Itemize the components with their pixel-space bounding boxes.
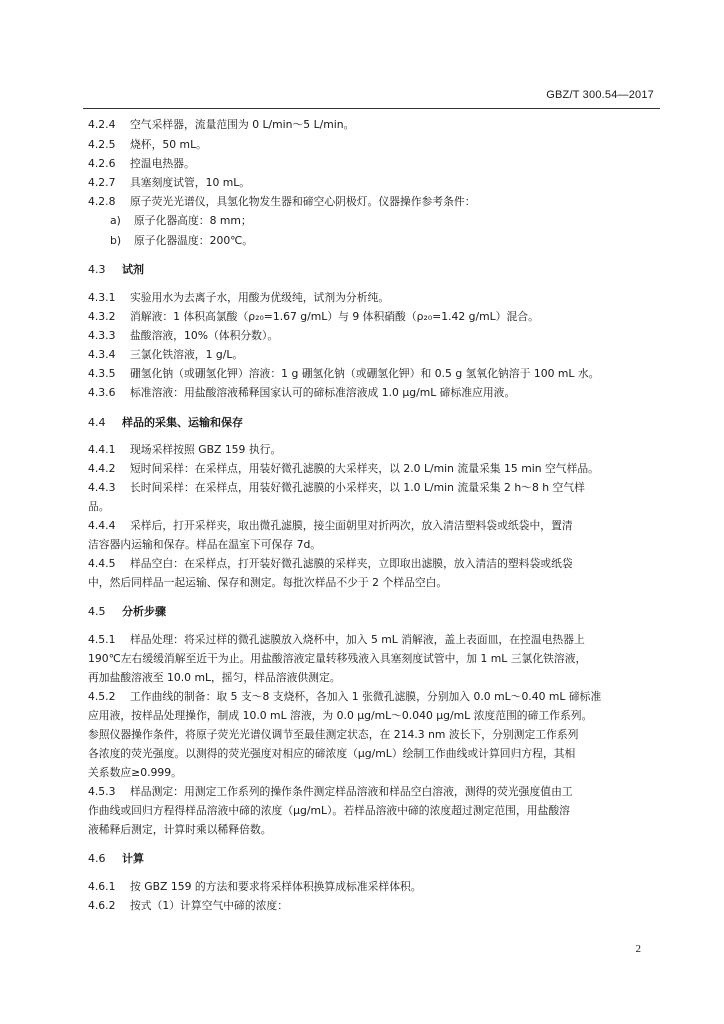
clause-text: 应用液，按样品处理操作，制成 10.0 mL 溶液，为 0.0 μg/mL～0.040 μg/mL 浓度范围的碲工作系列。 xyxy=(88,709,593,722)
clause-4-4-5-cont xyxy=(88,576,658,590)
clause-number: 4.2.5 xyxy=(88,138,116,151)
clause-text: 原子荧光光谱仪，具氢化物发生器和碲空心阴极灯。仪器操作参考条件： xyxy=(130,195,476,208)
clause-number: 4.4.4 xyxy=(88,519,116,532)
clause-4-5-3-cont-1 xyxy=(88,804,658,818)
clause-text: 长时间采样：在采样点，用装好微孔滤膜的小采样夹，以 1.0 L/min 流量采集 2 h～8 h 空气样 xyxy=(130,481,585,494)
clause-number: 4.4.2 xyxy=(88,462,116,475)
clause-4-2-4 xyxy=(88,118,658,132)
section-number: 4.6 xyxy=(88,852,106,865)
section-heading-4-3 xyxy=(88,263,658,277)
clause-4-5-3-cont-2 xyxy=(88,823,658,837)
clause-4-4-3-cont xyxy=(88,500,658,514)
clause-number: 4.5.2 xyxy=(88,690,116,703)
clause-4-3-2 xyxy=(88,310,658,324)
clause-text: 中，然后同样品一起运输、保存和测定。每批次样品不少于 2 个样品空白。 xyxy=(88,576,448,589)
section-number: 4.4 xyxy=(88,416,106,429)
clause-text: 标准溶液：用盐酸溶液稀释国家认可的碲标准溶液成 1.0 μg/mL 碲标准应用液。 xyxy=(130,386,516,399)
section-title: 样品的采集、运输和保存 xyxy=(122,416,243,429)
clause-text: 关系数应≥0.999。 xyxy=(88,766,182,779)
clause-number: 4.3.4 xyxy=(88,348,116,361)
header-rule xyxy=(83,108,660,109)
clause-number: 4.5.3 xyxy=(88,785,116,798)
clause-text: 再加盐酸溶液至 10.0 mL，摇匀，样品溶液供测定。 xyxy=(88,671,341,684)
clause-4-5-3 xyxy=(88,785,658,799)
clause-text: 实验用水为去离子水，用酸为优级纯，试剂为分析纯。 xyxy=(130,291,390,304)
clause-4-5-2-cont-2 xyxy=(88,728,658,742)
clause-4-5-2 xyxy=(88,690,658,704)
clause-number: 4.3.2 xyxy=(88,310,116,323)
clause-4-2-5 xyxy=(88,138,658,152)
clause-text: 190℃左右缓缓消解至近干为止。用盐酸溶液定量转移残液入具塞刻度试管中，加 1 mL 三氯化铁溶液， xyxy=(88,652,587,665)
clause-number: 4.3.1 xyxy=(88,291,116,304)
clause-text: 控温电热器。 xyxy=(130,157,195,170)
list-text: 原子化器高度：8 mm； xyxy=(134,214,252,227)
clause-4-5-2-cont-3 xyxy=(88,747,658,761)
clause-number: 4.2.6 xyxy=(88,157,116,170)
clause-4-4-4-cont xyxy=(88,538,658,552)
clause-4-5-1-cont-1 xyxy=(88,652,658,666)
section-heading-4-6 xyxy=(88,852,658,866)
clause-4-3-1 xyxy=(88,291,658,305)
clause-text: 空气采样器，流量范围为 0 L/min～5 L/min。 xyxy=(130,118,355,131)
list-item-a xyxy=(88,214,680,228)
clause-text: 烧杯，50 mL。 xyxy=(130,138,207,151)
clause-text: 现场采样按照 GBZ 159 执行。 xyxy=(130,443,282,456)
clause-number: 4.2.8 xyxy=(88,195,116,208)
section-heading-4-4 xyxy=(88,416,658,430)
clause-number: 4.5.1 xyxy=(88,633,116,646)
clause-4-6-2 xyxy=(88,899,658,913)
clause-text: 品。 xyxy=(88,500,110,513)
clause-4-3-3 xyxy=(88,329,658,343)
clause-number: 4.4.3 xyxy=(88,481,116,494)
clause-4-3-4 xyxy=(88,348,658,362)
clause-text: 工作曲线的制备：取 5 支～8 支烧杯，各加入 1 张微孔滤膜，分别加入 0.0 mL～0.40 mL 碲标准 xyxy=(130,690,602,703)
section-title: 试剂 xyxy=(122,263,144,276)
clause-number: 4.4.1 xyxy=(88,443,116,456)
clause-text: 参照仪器操作条件，将原子荧光光谱仪调节至最佳测定状态，在 214.3 nm 波长下，分别测定工作系列 xyxy=(88,728,579,741)
clause-text: 液稀释后测定，计算时乘以稀释倍数。 xyxy=(88,823,272,836)
clause-text: 采样后，打开采样夹，取出微孔滤膜，接尘面朝里对折两次，放入清洁塑料袋或纸袋中，置清 xyxy=(130,519,573,532)
page-number: 2 xyxy=(635,943,641,955)
clause-4-5-2-cont-1 xyxy=(88,709,658,723)
clause-4-5-1 xyxy=(88,633,658,647)
clause-4-3-6 xyxy=(88,386,658,400)
clause-text: 消解液：1 体积高氯酸（ρ₂₀=1.67 g/mL）与 9 体积硝酸（ρ₂₀=1.42 g/mL）混合。 xyxy=(130,310,539,323)
list-text: 原子化器温度：200℃。 xyxy=(134,234,254,247)
clause-4-3-5 xyxy=(88,367,658,381)
clause-text: 按式（1）计算空气中碲的浓度： xyxy=(130,899,289,912)
clause-text: 洁容器内运输和保存。样品在温室下可保存 7d。 xyxy=(88,538,322,551)
clause-number: 4.6.2 xyxy=(88,899,116,912)
clause-text: 样品测定：用测定工作系列的操作条件测定样品溶液和样品空白溶液，测得的荧光强度值由工 xyxy=(130,785,573,798)
section-title: 分析步骤 xyxy=(122,605,166,618)
clause-number: 4.2.7 xyxy=(88,176,116,189)
list-marker: b) xyxy=(110,234,122,247)
clause-text: 硼氢化钠（或硼氢化钾）溶液：1 g 硼氢化钠（或硼氢化钾）和 0.5 g 氢氧化钠溶于 100 mL 水。 xyxy=(130,367,600,380)
clause-4-5-2-cont-4 xyxy=(88,766,658,780)
section-title: 计算 xyxy=(122,852,144,865)
clause-text: 各浓度的荧光强度。以测得的荧光强度对相应的碲浓度（μg/mL）绘制工作曲线或计算回归方程，其相 xyxy=(88,747,576,760)
clause-4-5-1-cont-2 xyxy=(88,671,658,685)
clause-4-2-8 xyxy=(88,195,658,209)
clause-text: 三氯化铁溶液，1 g/L。 xyxy=(130,348,244,361)
clause-number: 4.4.5 xyxy=(88,557,116,570)
clause-text: 具塞刻度试管，10 mL。 xyxy=(130,176,251,189)
clause-number: 4.2.4 xyxy=(88,118,116,131)
clause-text: 按 GBZ 159 的方法和要求将采样体积换算成标准采样体积。 xyxy=(130,880,422,893)
clause-4-4-3 xyxy=(88,481,658,495)
clause-text: 样品处理：将采过样的微孔滤膜放入烧杯中，加入 5 mL 消解液，盖上表面皿，在控温电热器上 xyxy=(130,633,585,646)
section-heading-4-5 xyxy=(88,605,658,619)
list-item-b xyxy=(88,234,680,248)
clause-number: 4.3.5 xyxy=(88,367,116,380)
clause-4-6-1 xyxy=(88,880,658,894)
clause-4-4-1 xyxy=(88,443,658,457)
clause-text: 作曲线或回归方程得样品溶液中碲的浓度（μg/mL）。若样品溶液中碲的浓度超过测定范围，用盐酸溶 xyxy=(88,804,570,817)
clause-number: 4.6.1 xyxy=(88,880,116,893)
clause-text: 盐酸溶液，10%（体积分数）。 xyxy=(130,329,279,342)
clause-text: 样品空白：在采样点，打开装好微孔滤膜的采样夹，立即取出滤膜，放入清洁的塑料袋或纸袋 xyxy=(130,557,573,570)
clause-number: 4.3.6 xyxy=(88,386,116,399)
clause-number: 4.3.3 xyxy=(88,329,116,342)
section-number: 4.5 xyxy=(88,605,106,618)
clause-4-4-2 xyxy=(88,462,658,476)
section-number: 4.3 xyxy=(88,263,106,276)
list-marker: a) xyxy=(110,214,121,227)
standard-code-header: GBZ/T 300.54—2017 xyxy=(546,89,654,101)
clause-4-2-7 xyxy=(88,176,658,190)
clause-4-4-4 xyxy=(88,519,658,533)
clause-4-4-5 xyxy=(88,557,658,571)
clause-text: 短时间采样：在采样点，用装好微孔滤膜的大采样夹，以 2.0 L/min 流量采集 15 min 空气样品。 xyxy=(130,462,599,475)
clause-4-2-6 xyxy=(88,157,658,171)
